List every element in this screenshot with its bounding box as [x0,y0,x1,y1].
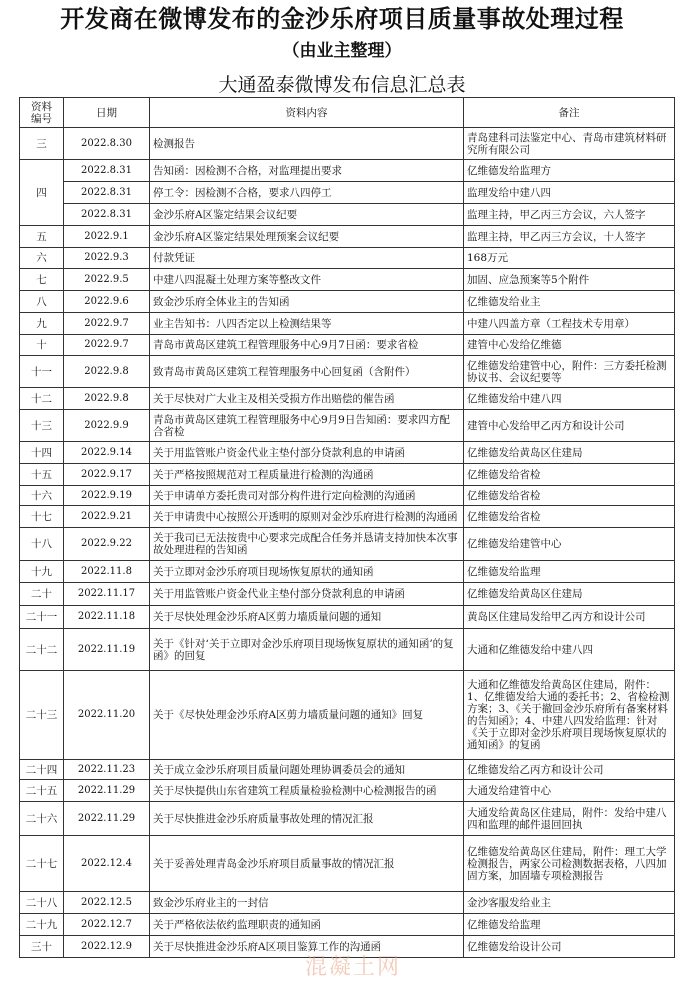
cell-note: 大通和亿维德发给黄岛区住建局，附件：1、亿维德发给大通的委托书；2、省检检测方案；3、《关于撤回金沙乐府所有备案材料的告知函》；4、中建八四发给监理：针对《关于立即对金沙乐府项目现场恢复原状的通知函》的复函 [464,671,675,760]
table-row [20,442,675,464]
cell-content: 关于用监管账户资金代业主垫付部分贷款利息的申请函 [150,442,464,464]
cell-content: 关于《尽快处理金沙乐府A区剪力墙质量问题的通知》回复 [150,671,464,760]
cell-no: 十八 [20,528,64,561]
cell-date: 2022.12.5 [64,892,150,914]
table-row [20,836,675,892]
cell-no: 二十七 [20,836,64,892]
table-row [20,561,675,583]
document-title: 开发商在微博发布的金沙乐府项目质量事故处理过程 [60,5,624,33]
header-date: 日期 [64,98,150,128]
table-row [20,388,675,410]
cell-date: 2022.11.8 [64,561,150,583]
cell-content: 关于尽快推进金沙乐府A区项目鉴算工作的沟通函 [150,936,464,958]
cell-note: 亿维德发给建管中心，附件：三方委托检测协议书、会议纪要等 [464,356,675,388]
cell-no: 二十四 [20,760,64,780]
cell-note: 中建八四盖方章（工程技术专用章） [464,313,675,335]
cell-content: 关于我司已无法按贵中心要求完成配合任务并恳请支持加快本次事故处理进程的告知函 [150,528,464,561]
cell-date: 2022.9.8 [64,388,150,410]
cell-content: 关于立即对金沙乐府项目现场恢复原状的通知函 [150,561,464,583]
cell-content: 关于尽快推进金沙乐府质量事故处理的情况汇报 [150,802,464,836]
table-row [20,356,675,388]
cell-date: 2022.11.29 [64,780,150,802]
cell-content: 关于申请单方委托贵司对部分构件进行定向检测的沟通函 [150,486,464,506]
cell-date: 2022.9.19 [64,486,150,506]
cell-date: 2022.9.7 [64,313,150,335]
table-row [20,160,675,182]
cell-no: 十一 [20,356,64,388]
table-row [20,128,675,160]
cell-date: 2022.8.31 [64,204,150,226]
cell-content: 关于尽快对广大业主及相关受损方作出赔偿的催告函 [150,388,464,410]
cell-date: 2022.12.4 [64,836,150,892]
table-row [20,226,675,248]
cell-no: 二十八 [20,892,64,914]
cell-content: 关于尽快处理金沙乐府A区剪力墙质量问题的通知 [150,606,464,629]
cell-note: 加固、应急预案等5个附件 [464,269,675,291]
cell-note: 亿维德发给监理 [464,561,675,583]
cell-content: 关于严格按照规范对工程质量进行检测的沟通函 [150,464,464,486]
cell-note: 监理主持，甲乙丙三方会议，六人签字 [464,204,675,226]
cell-no: 二十一 [20,606,64,629]
cell-date: 2022.9.5 [64,269,150,291]
table-body [20,128,675,958]
cell-note: 亿维德发给业主 [464,291,675,313]
table-row [20,506,675,528]
cell-note: 建管中心发给甲乙丙方和设计公司 [464,410,675,442]
cell-date: 2022.9.17 [64,464,150,486]
cell-no: 六 [20,248,64,269]
cell-no: 二十 [20,583,64,606]
cell-no: 四 [20,160,64,226]
cell-date: 2022.8.31 [64,182,150,204]
watermark: 混凝土网 [305,955,402,980]
header-content: 资料内容 [150,98,464,128]
cell-note: 大通发给黄岛区住建局，附件：发给中建八四和监理的邮件退回回执 [464,802,675,836]
table-row [20,204,675,226]
table-row [20,914,675,936]
cell-date: 2022.9.3 [64,248,150,269]
table-row [20,486,675,506]
cell-content: 关于《针对‘关于立即对金沙乐府项目现场恢复原状的通知函’的复函》的回复 [150,629,464,671]
cell-content: 告知函：因检测不合格，对监理提出要求 [150,160,464,182]
cell-date: 2022.11.19 [64,629,150,671]
cell-date: 2022.9.22 [64,528,150,561]
document-subtitle: （由业主整理） [282,41,402,61]
cell-date: 2022.11.23 [64,760,150,780]
header-note: 备注 [464,98,675,128]
cell-note: 建管中心发给亿维德 [464,335,675,356]
cell-content: 检测报告 [150,128,464,160]
table-row [20,760,675,780]
table-row [20,410,675,442]
cell-note: 大通发给建管中心 [464,780,675,802]
cell-date: 2022.9.1 [64,226,150,248]
cell-content: 业主告知书：八四否定以上检测结果等 [150,313,464,335]
table-row [20,335,675,356]
cell-note: 监理主持，甲乙丙三方会议，十人签字 [464,226,675,248]
cell-content: 金沙乐府A区鉴定结果处理预案会议纪要 [150,226,464,248]
cell-date: 2022.9.9 [64,410,150,442]
table-row [20,780,675,802]
cell-date: 2022.9.7 [64,335,150,356]
cell-content: 致金沙乐府全体业主的告知函 [150,291,464,313]
cell-note: 青岛建科司法鉴定中心、青岛市建筑材料研究所有限公司 [464,128,675,160]
cell-content: 关于尽快提供山东省建筑工程质量检验检测中心检测报告的函 [150,780,464,802]
cell-content: 关于申请贵中心按照公开透明的原则对金沙乐府进行检测的沟通函 [150,506,464,528]
cell-note: 亿维德发给省检 [464,464,675,486]
cell-no: 十二 [20,388,64,410]
table-row [20,248,675,269]
cell-note: 亿维德发给监理 [464,914,675,936]
table-row [20,182,675,204]
cell-no: 二十五 [20,780,64,802]
cell-no: 十 [20,335,64,356]
cell-date: 2022.8.31 [64,160,150,182]
cell-content: 青岛市黄岛区建筑工程管理服务中心9月7日函：要求省检 [150,335,464,356]
table-row [20,892,675,914]
cell-content: 付款凭证 [150,248,464,269]
cell-date: 2022.9.6 [64,291,150,313]
cell-no: 三十 [20,936,64,958]
cell-note: 黄岛区住建局发给甲乙丙方和设计公司 [464,606,675,629]
cell-date: 2022.9.21 [64,506,150,528]
cell-note: 亿维德发给黄岛区住建局 [464,583,675,606]
cell-no: 十五 [20,464,64,486]
cell-note: 亿维德发给乙丙方和设计公司 [464,760,675,780]
cell-content: 关于严格依法依约监理职责的通知函 [150,914,464,936]
cell-date: 2022.12.9 [64,936,150,958]
table-row [20,629,675,671]
cell-date: 2022.11.17 [64,583,150,606]
cell-date: 2022.11.20 [64,671,150,760]
cell-no: 七 [20,269,64,291]
cell-content: 关于成立金沙乐府项目质量问题处理协调委员会的通知 [150,760,464,780]
table-row [20,269,675,291]
table-row [20,464,675,486]
cell-note: 亿维德发给黄岛区住建局，附件：理工大学检测报告，两家公司检测数据表格，八四加固方案，加固墙专项检测报告 [464,836,675,892]
table-row [20,671,675,760]
cell-no: 十九 [20,561,64,583]
cell-note: 亿维德发给监理方 [464,160,675,182]
cell-content: 青岛市黄岛区建筑工程管理服务中心9月9日告知函：要求四方配合省检 [150,410,464,442]
cell-no: 五 [20,226,64,248]
cell-date: 2022.11.18 [64,606,150,629]
cell-no: 十三 [20,410,64,442]
cell-content: 关于用监管账户资金代业主垫付部分贷款利息的申请函 [150,583,464,606]
cell-no: 十四 [20,442,64,464]
cell-content: 金沙乐府A区鉴定结果会议纪要 [150,204,464,226]
cell-date: 2022.11.29 [64,802,150,836]
cell-content: 致金沙乐府业主的一封信 [150,892,464,914]
table-title: 大通盈泰微博发布信息汇总表 [218,74,466,96]
cell-content: 中建八四混凝土处理方案等整改文件 [150,269,464,291]
table-row [20,606,675,629]
cell-date: 2022.9.8 [64,356,150,388]
cell-no: 九 [20,313,64,335]
cell-no: 二十三 [20,671,64,760]
table-row [20,313,675,335]
info-summary-table [19,97,675,958]
cell-date: 2022.12.7 [64,914,150,936]
cell-note: 亿维德发给黄岛区住建局 [464,442,675,464]
cell-content: 致青岛市黄岛区建筑工程管理服务中心回复函（含附件） [150,356,464,388]
cell-no: 三 [20,128,64,160]
table-row [20,936,675,958]
table-row [20,802,675,836]
table-row [20,291,675,313]
table-row [20,583,675,606]
table-row [20,528,675,561]
cell-content: 停工令：因检测不合格，要求八四停工 [150,182,464,204]
cell-note: 监理发给中建八四 [464,182,675,204]
cell-note: 亿维德发给省检 [464,486,675,506]
cell-no: 十六 [20,486,64,506]
cell-no: 二十六 [20,802,64,836]
cell-no: 二十二 [20,629,64,671]
cell-note: 金沙客服发给业主 [464,892,675,914]
cell-note: 亿维德发给省检 [464,506,675,528]
cell-note: 亿维德发给建管中心 [464,528,675,561]
cell-no: 八 [20,291,64,313]
cell-note: 亿维德发给中建八四 [464,388,675,410]
cell-note: 亿维德发给设计公司 [464,936,675,958]
cell-date: 2022.9.14 [64,442,150,464]
cell-no: 二十九 [20,914,64,936]
cell-no: 十七 [20,506,64,528]
cell-note: 168万元 [464,248,675,269]
header-no: 资料 编号 [20,98,64,128]
cell-note: 大通和亿维德发给中建八四 [464,629,675,671]
cell-date: 2022.8.30 [64,128,150,160]
cell-content: 关于妥善处理青岛金沙乐府项目质量事故的情况汇报 [150,836,464,892]
